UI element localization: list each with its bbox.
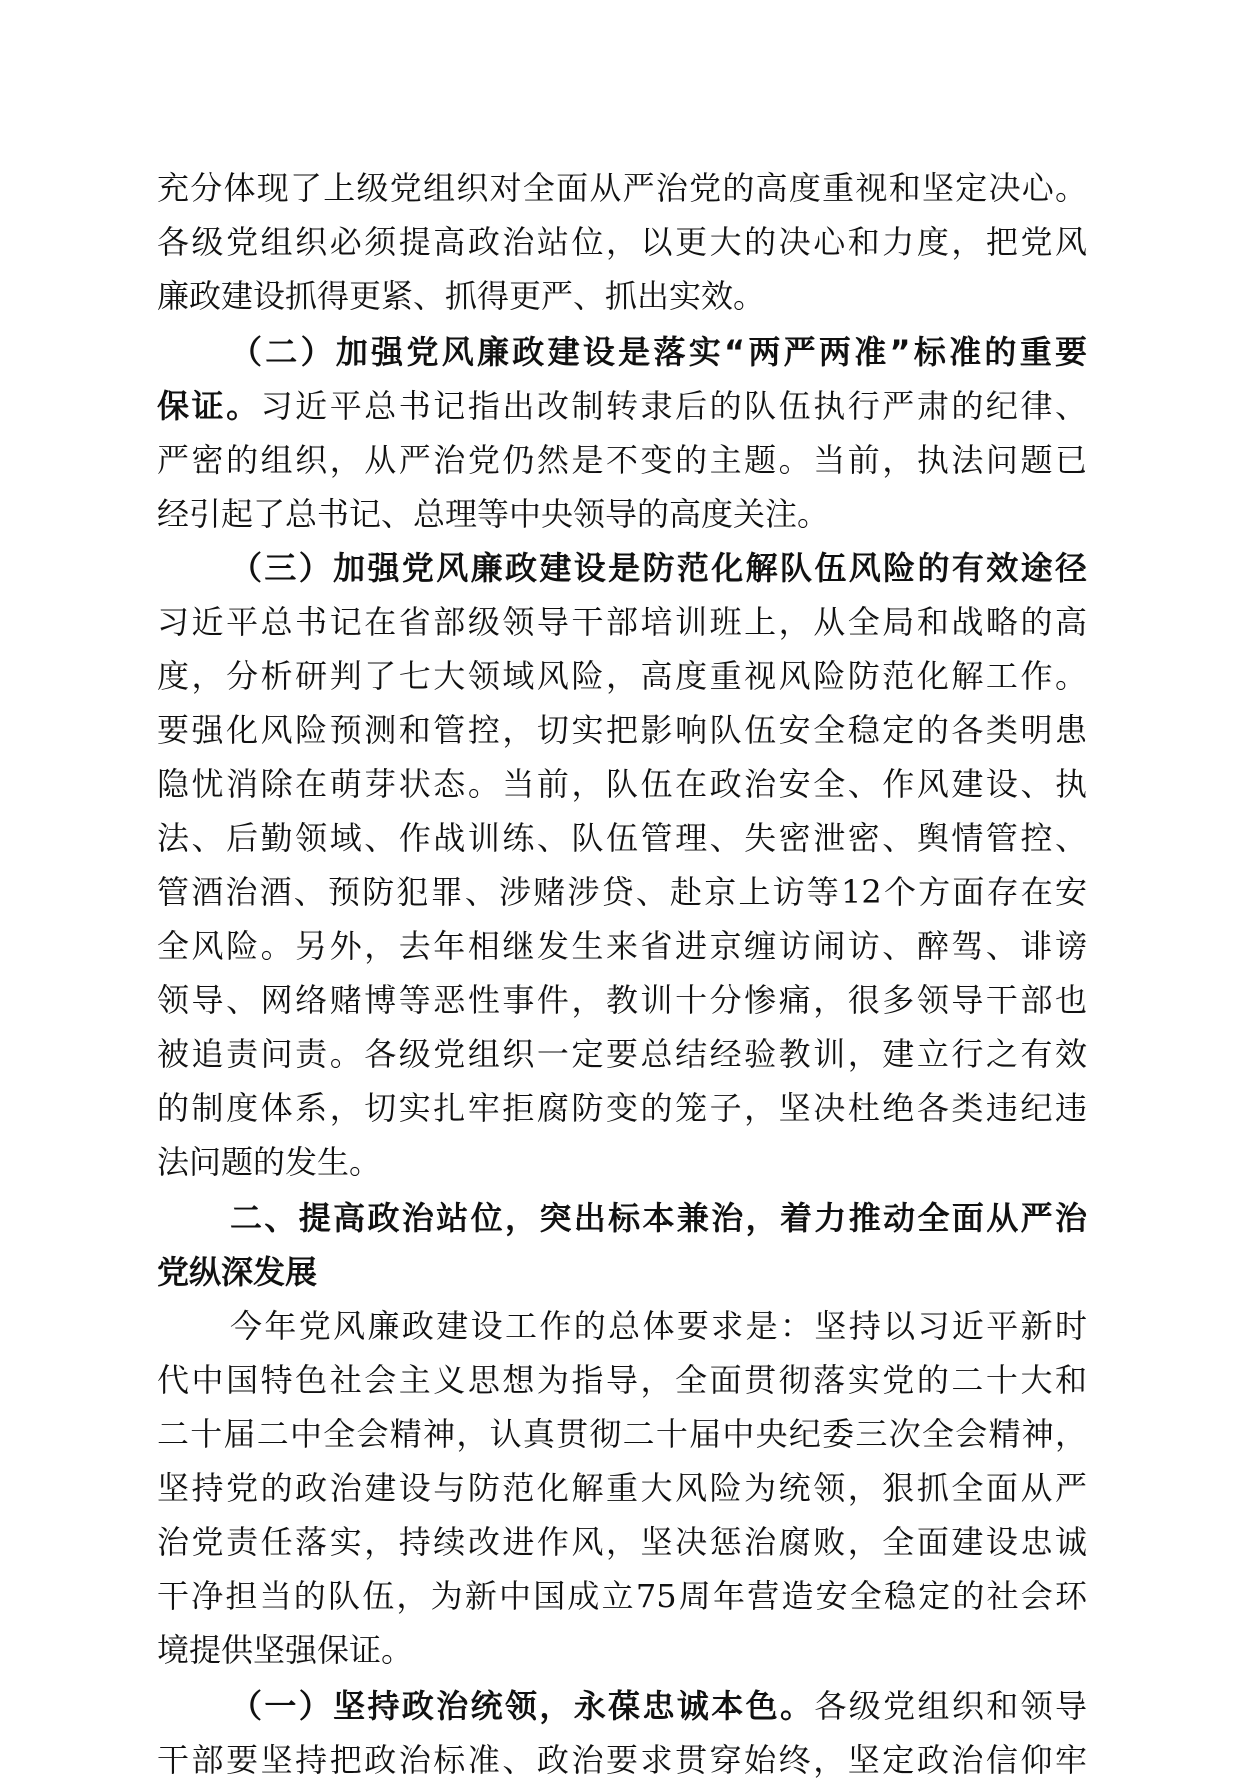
body-line: 被追责问责。各级党组织一定要总结经验教训，建立行之有效 [157, 1035, 1087, 1073]
body-line [157, 380, 1087, 432]
subheading-text: 各级党组织和领导 [814, 1687, 1087, 1725]
body-line: 充分体现了上级党组织对全面从严治党的高度重视和坚定决心。 [157, 169, 1087, 207]
subheading-bold: （一）坚持政治统领，永葆忠诚本色。 [230, 1687, 815, 1725]
subheading-3 [230, 542, 1087, 594]
body-line: 度，分析研判了七大领域风险，高度重视风险防范化解工作。 [157, 657, 1087, 695]
body-line: 境提供坚强保证。 [157, 1631, 414, 1669]
subheading-bold: （二）加强党风廉政建设是落实“两严两准”标准的重要 [230, 333, 1087, 371]
body-line: 隐忧消除在萌芽状态。当前，队伍在政治安全、作风建设、执 [157, 765, 1087, 803]
body-line: 今年党风廉政建设工作的总体要求是：坚持以习近平新时 [230, 1307, 1087, 1345]
body-line: 要强化风险预测和管控，切实把影响队伍安全稳定的各类明患 [157, 711, 1087, 749]
body-line: 二十届二中全会精神，认真贯彻二十届中央纪委三次全会精神， [157, 1415, 1087, 1453]
body-line: 代中国特色社会主义思想为指导，全面贯彻落实党的二十大和 [157, 1361, 1087, 1399]
subheading-bold: 保证。 [157, 387, 261, 425]
section-heading: 二、提高政治站位，突出标本兼治，着力推动全面从严治 [230, 1199, 1087, 1237]
body-line: 干净担当的队伍，为新中国成立75周年营造安全稳定的社会环 [157, 1577, 1087, 1615]
subheading-2 [230, 326, 1087, 378]
body-line: 法问题的发生。 [157, 1143, 382, 1181]
body-line: 严密的组织，从严治党仍然是不变的主题。当前，执法问题已 [157, 441, 1087, 479]
body-line: 经引起了总书记、总理等中央领导的高度关注。 [157, 495, 830, 533]
body-line: 治党责任落实，持续改进作风，坚决惩治腐败，全面建设忠诚 [157, 1523, 1087, 1561]
body-line: 坚持党的政治建设与防范化解重大风险为统领，狠抓全面从严 [157, 1469, 1087, 1507]
body-line: 廉政建设抓得更紧、抓得更严、抓出实效。 [157, 277, 766, 315]
body-line: 全风险。另外，去年相继发生来省进京缠访闹访、醉驾、诽谤 [157, 927, 1087, 965]
subheading-text: 习近平总书记指出改制转隶后的队伍执行严肃的纪律、 [260, 387, 1087, 425]
body-line: 法、后勤领域、作战训练、队伍管理、失密泄密、舆情管控、 [157, 819, 1087, 857]
body-line: 干部要坚持把政治标准、政治要求贯穿始终，坚定政治信仰牢 [157, 1741, 1087, 1779]
body-line: 各级党组织必须提高政治站位，以更大的决心和力度，把党风 [157, 223, 1087, 261]
body-line: 习近平总书记在省部级领导干部培训班上，从全局和战略的高 [157, 603, 1087, 641]
section-heading: 党纵深发展 [157, 1253, 318, 1291]
body-line: 的制度体系，切实扎牢拒腐防变的笼子，坚决杜绝各类违纪违 [157, 1089, 1087, 1127]
body-line: 管酒治酒、预防犯罪、涉赌涉贷、赴京上访等12个方面存在安 [157, 873, 1087, 911]
subheading-1 [230, 1680, 1087, 1732]
subheading-bold: （三）加强党风廉政建设是防范化解队伍风险的有效途径 [230, 549, 1087, 587]
body-line: 领导、网络赌博等恶性事件，教训十分惨痛，很多领导干部也 [157, 981, 1087, 1019]
